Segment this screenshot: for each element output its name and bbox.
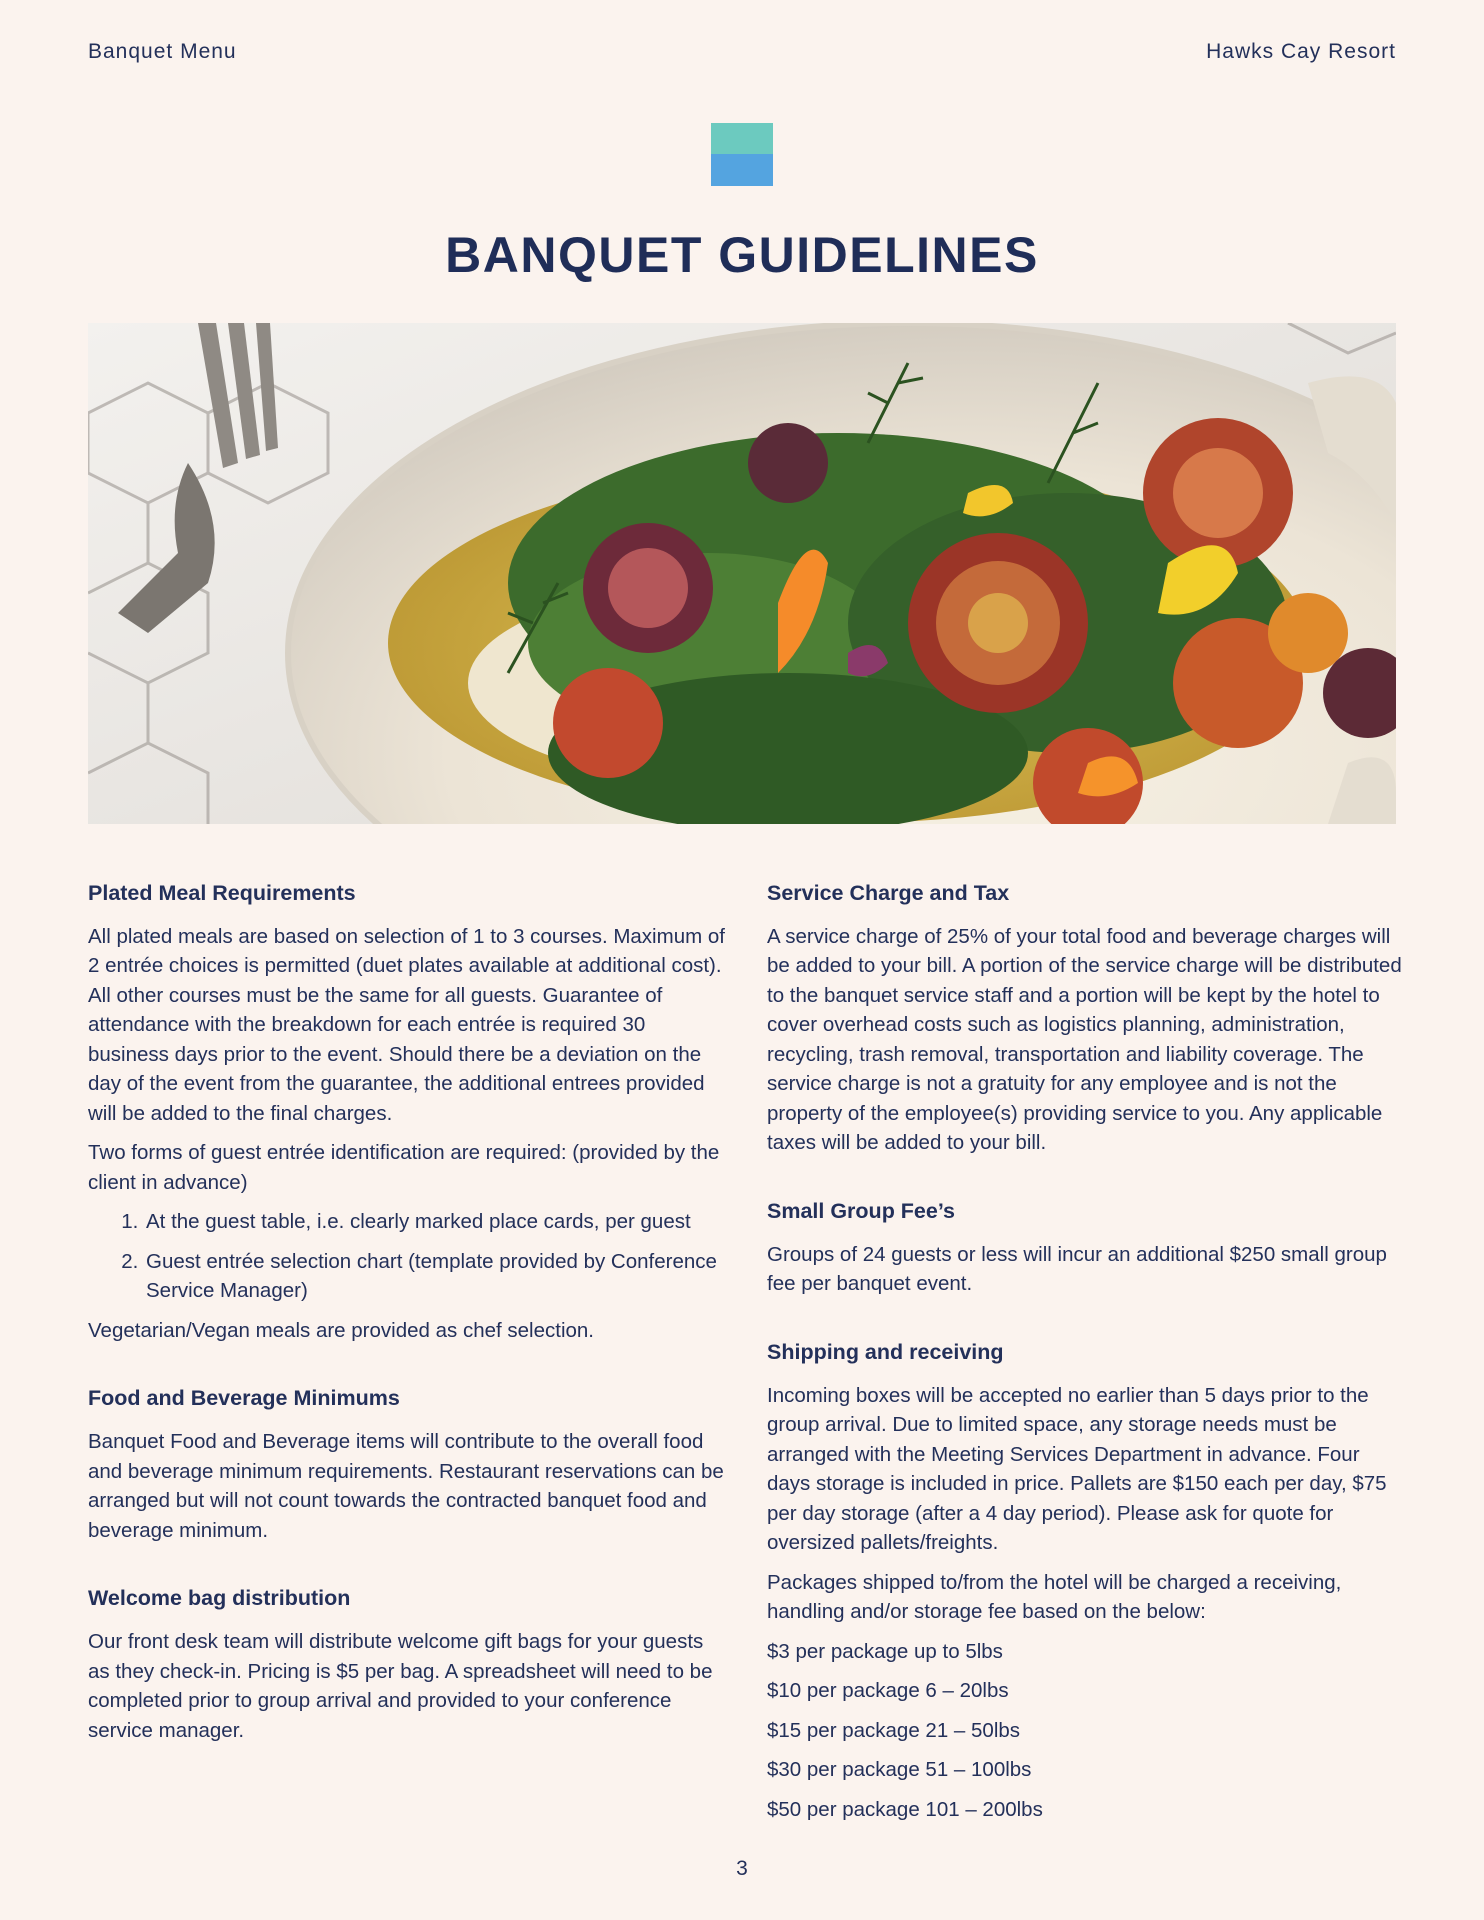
- welcome-bag-heading: Welcome bag distribution: [88, 1586, 351, 1611]
- small-group-body: Groups of 24 guests or less will incur an additional $250 small group fee per banquet event.: [767, 1242, 1387, 1296]
- page-number: 3: [736, 1857, 748, 1880]
- shipping-paragraph-1: Incoming boxes will be accepted no earlier than 5 days prior to the group arrival. Due to limited space, any storage needs must be arranged with the Meeting Services Department in advance. Four days storage is included in price. Pallets are $150 each per day, $75 per day storage (after a 4 day period). Please ask for quote for oversized pallets/freights.: [767, 1383, 1387, 1555]
- right-column: [767, 880, 1407, 1864]
- shipping-fee-line: $30 per package 51 – 100lbs: [767, 1758, 1032, 1782]
- small-group-section: [767, 1198, 1407, 1299]
- left-column: [88, 880, 728, 1785]
- shipping-section: [767, 1339, 1407, 1824]
- page-title: BANQUET GUIDELINES: [445, 227, 1039, 283]
- shipping-fee-line: $15 per package 21 – 50lbs: [767, 1718, 1021, 1742]
- header-resort-name: Hawks Cay Resort: [1206, 40, 1396, 63]
- salad-illustration: [88, 323, 1396, 824]
- list-item: 1. At the guest table, i.e. clearly marked place cards, per guest: [144, 1207, 728, 1237]
- plated-meal-paragraph-1: All plated meals are based on selection of 1 to 3 courses. Maximum of 2 entrée choices is permitted (duet plates available at additional cost). All other courses must be the same for all guests. Guarantee of attendance with the breakdown for each entrée is required 30 business days prior to the event. Should there be a deviation on the day of the event from the guarantee, the additional entrees provided will be added to the final charges.: [88, 924, 725, 1125]
- shipping-heading: Shipping and receiving: [767, 1339, 1004, 1364]
- shipping-fee-line: $50 per package 101 – 200lbs: [767, 1797, 1043, 1821]
- list-item: 2. Guest entrée selection chart (template provided by Conference Service Manager): [144, 1247, 728, 1306]
- logo-top-block: [711, 123, 773, 154]
- header-document-name: Banquet Menu: [88, 40, 237, 63]
- shipping-paragraph-2: Packages shipped to/from the hotel will be charged a receiving, handling and/or storage fee based on the below:: [767, 1570, 1342, 1624]
- shipping-fee-line: $3 per package up to 5lbs: [767, 1639, 1003, 1663]
- entree-identification-list: [88, 1207, 728, 1306]
- plated-meal-paragraph-3: Vegetarian/Vegan meals are provided as chef selection.: [88, 1318, 594, 1342]
- minimums-body: Banquet Food and Beverage items will contribute to the overall food and beverage minimum requirements. Restaurant reservations can be arranged but will not count towards the contracted banquet food and beverage minimum.: [88, 1430, 724, 1542]
- shipping-fee-line: $10 per package 6 – 20lbs: [767, 1679, 1009, 1703]
- service-charge-body: A service charge of 25% of your total food and beverage charges will be added to your bill. A portion of the service charge will be distributed to the banquet service staff and a portion will be kept by the hotel to cover overhead costs such as logistics planning, administration, recycling, trash removal, transportation and liability coverage. The service charge is not a gratuity for any employee and is not the property of the employee(s) providing service to you. Any applicable taxes will be added to your bill.: [767, 924, 1402, 1155]
- minimums-section: [88, 1385, 728, 1545]
- small-group-heading: Small Group Fee’s: [767, 1198, 955, 1223]
- welcome-bag-section: [88, 1585, 728, 1745]
- logo-bottom-block: [711, 154, 773, 186]
- service-charge-section: [767, 880, 1407, 1158]
- plated-meal-heading: Plated Meal Requirements: [88, 881, 356, 905]
- welcome-bag-body: Our front desk team will distribute welcome gift bags for your guests as they check-in. Pricing is $5 per bag. A spreadsheet will need to be completed prior to group arrival and provided to your conference service manager.: [88, 1630, 713, 1742]
- brand-logo-mark: [711, 123, 773, 186]
- plated-meal-section: [88, 880, 728, 1345]
- hero-salad-photo: [88, 323, 1396, 824]
- plated-meal-paragraph-2: Two forms of guest entrée identification are required: (provided by the client in advance): [88, 1141, 720, 1194]
- minimums-heading: Food and Beverage Minimums: [88, 1386, 400, 1411]
- service-charge-heading: Service Charge and Tax: [767, 881, 1010, 905]
